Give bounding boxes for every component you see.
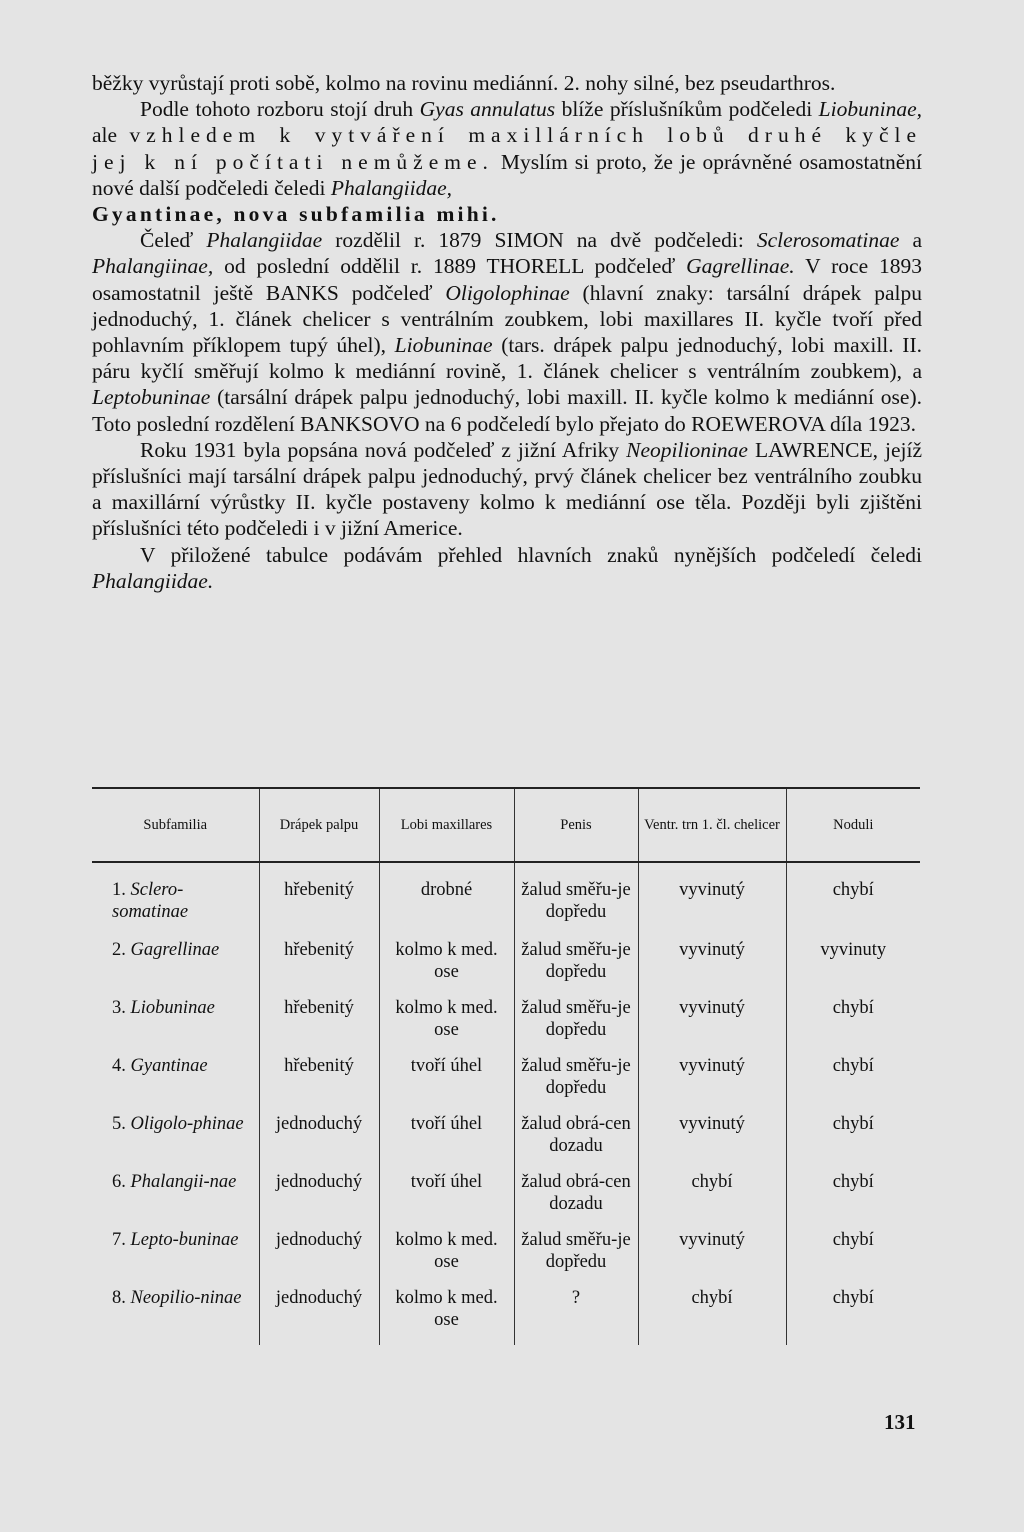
cell-penis: žalud směřu-je dopředu (514, 1055, 638, 1113)
header-noduli: Noduli (786, 788, 920, 862)
p3-text: V roce 1893 osamostatnil ještě BANKS podčeleď (92, 254, 922, 305)
p3-text: rozdělil r. 1879 SIMON na dvě podčeledi: (322, 228, 757, 253)
cell-noduli: chybí (786, 1287, 920, 1345)
cell-drapek: jednoduchý (259, 1171, 379, 1229)
header-lobi: Lobi maxillares (379, 788, 514, 862)
p2-text: ale (92, 123, 130, 148)
p3-text: (hlavní znaky: tarsální drápek palpu jednoduchý, 1. článek chelicer s ventrálním zoubkem, lobi maxillares II. kyčle tvoří před pohlavním příklopem tupý úhel), (92, 280, 922, 358)
row-number: 3. (112, 998, 126, 1018)
p5-text: V přiložené tabulce podávám přehled hlavních znaků nynějších podčeledí čeledi (140, 542, 922, 567)
p2-text: blíže příslušníkům podčeledi (555, 97, 819, 122)
cell-noduli: chybí (786, 1055, 920, 1113)
cell-ventr: vyvinutý (638, 1113, 786, 1171)
table-body (92, 862, 920, 1345)
row-number: 5. (112, 1114, 126, 1134)
row-number: 6. (112, 1172, 126, 1192)
subfamily-name: Oligolo-phinae (130, 1114, 244, 1134)
header-subfamilia: Subfamilia (92, 788, 259, 862)
taxon-name: Gagrellinae. (686, 254, 795, 279)
cell-drapek: jednoduchý (259, 1229, 379, 1287)
cell-subfamilia (92, 1171, 259, 1229)
subfamily-name: Liobuninae (130, 998, 215, 1018)
p2-text: Podle tohoto rozboru stojí druh (140, 97, 420, 122)
cell-ventr: chybí (638, 1171, 786, 1229)
cell-subfamilia (92, 1287, 259, 1345)
body-text (92, 70, 922, 594)
row-number: 1. (112, 880, 126, 900)
cell-lobi: tvoří úhel (379, 1055, 514, 1113)
cell-penis: ? (514, 1287, 638, 1345)
cell-subfamilia (92, 997, 259, 1055)
cell-noduli: chybí (786, 1171, 920, 1229)
subfamily-table (92, 787, 920, 1345)
p3-text: a (899, 228, 922, 253)
cell-ventr: vyvinutý (638, 862, 786, 939)
cell-penis: žalud směřu-je dopředu (514, 997, 638, 1055)
cell-penis: žalud obrá-cen dozadu (514, 1171, 638, 1229)
header-ventr: Ventr. trn 1. čl. chelicer (638, 788, 786, 862)
p4-text: Roku 1931 byla popsána nová podčeleď z jižní Afriky (140, 437, 627, 462)
taxon-name: Phalangiidae, (330, 175, 453, 200)
cell-drapek: hřebenitý (259, 862, 379, 939)
paragraph-2 (92, 96, 922, 201)
cell-penis: žalud směřu-je dopředu (514, 862, 638, 939)
header-drapek: Drápek palpu (259, 788, 379, 862)
cell-drapek: hřebenitý (259, 939, 379, 997)
species-name: Gyas annulatus (419, 97, 556, 122)
cell-drapek: hřebenitý (259, 1055, 379, 1113)
cell-noduli: chybí (786, 997, 920, 1055)
table-row (92, 1055, 920, 1113)
cell-penis: žalud obrá-cen dozadu (514, 1113, 638, 1171)
cell-noduli: vyvinuty (786, 939, 920, 997)
table-row (92, 1287, 920, 1345)
table-row (92, 1171, 920, 1229)
cell-noduli: chybí (786, 1229, 920, 1287)
row-number: 2. (112, 940, 126, 960)
cell-drapek: jednoduchý (259, 1113, 379, 1171)
taxon-name: Oligolophinae (445, 280, 570, 305)
cell-penis: žalud směřu-je dopředu (514, 1229, 638, 1287)
cell-ventr: chybí (638, 1287, 786, 1345)
cell-ventr: vyvinutý (638, 1055, 786, 1113)
page-number: 131 (884, 1410, 916, 1434)
cell-lobi: tvoří úhel (379, 1171, 514, 1229)
subfamily-name: Sclero-somatinae (112, 880, 189, 922)
taxon-name: Liobuninae (394, 333, 493, 358)
p2-text: Myslím si proto, že je oprávněné osamostatnění nové další podčeledi čeledi (92, 149, 922, 200)
cell-lobi: kolmo k med. ose (379, 1229, 514, 1287)
cell-subfamilia (92, 1229, 259, 1287)
row-number: 8. (112, 1288, 126, 1308)
p3-text: od poslední oddělil r. 1889 THORELL podčeleď (213, 254, 687, 279)
table-row (92, 1229, 920, 1287)
spaced-emphasis: vzhledem k vytváření maxillárních lobů druhé kyčle jej k ní počítati nemůžeme. (92, 123, 923, 174)
p3-text: (tarsální drápek palpu jednoduchý, lobi maxill. II. kyčle kolmo k mediánní ose). Toto poslední rozdělení BANKSOVO na 6 podčeledí bylo přejato do ROEWEROVA díla 1923. (92, 385, 922, 436)
table-row (92, 862, 920, 939)
cell-ventr: vyvinutý (638, 939, 786, 997)
row-number: 7. (112, 1230, 126, 1250)
cell-noduli: chybí (786, 1113, 920, 1171)
paragraph-1 (92, 70, 922, 96)
cell-lobi: tvoří úhel (379, 1113, 514, 1171)
subfamily-name: Phalangii-nae (130, 1172, 237, 1192)
table-row (92, 1113, 920, 1171)
cell-lobi: kolmo k med. ose (379, 1287, 514, 1345)
table-header-row (92, 788, 920, 862)
paragraph-4 (92, 437, 922, 542)
taxon-name: Sclerosomatinae (756, 228, 900, 253)
paragraph-3 (92, 227, 922, 437)
table-row (92, 997, 920, 1055)
cell-penis: žalud směřu-je dopředu (514, 939, 638, 997)
cell-lobi: drobné (379, 862, 514, 939)
cell-noduli: chybí (786, 862, 920, 939)
section-heading: Gyantinae, nova subfamilia mihi. (92, 202, 500, 227)
cell-subfamilia (92, 862, 259, 939)
taxon-name: Liobuninae, (818, 97, 922, 122)
taxon-name: Neopilioninae (626, 437, 748, 462)
cell-ventr: vyvinutý (638, 1229, 786, 1287)
cell-subfamilia (92, 1113, 259, 1171)
p3-text: Čeleď (140, 228, 207, 253)
header-penis: Penis (514, 788, 638, 862)
cell-drapek: jednoduchý (259, 1287, 379, 1345)
cell-drapek: hřebenitý (259, 997, 379, 1055)
cell-ventr: vyvinutý (638, 997, 786, 1055)
subfamily-name: Gyantinae (130, 1056, 208, 1076)
taxon-name: Phalangiinae, (92, 254, 214, 279)
taxon-name: Phalangiidae. (92, 568, 214, 593)
p4-text: LAWRENCE, jejíž příslušníci mají tarsální drápek palpu jednoduchý, prvý článek chelicer bez ventrálního zoubku a maxillární výrůstky II. kyčle postaveny kolmo k mediánní ose těla. Později byli zjištěni příslušníci této podčeledi i v jižní Americe. (92, 437, 922, 541)
row-number: 4. (112, 1056, 126, 1076)
subfamily-name: Gagrellinae (130, 940, 220, 960)
table-row (92, 939, 920, 997)
taxon-name: Phalangiidae (206, 228, 323, 253)
p3-text: (tars. drápek palpu jednoduchý, lobi maxill. II. páru kyčlí směřují kolmo k mediánní rovině, 1. článek chelicer s ventrálním zoubkem), a (92, 333, 922, 384)
cell-lobi: kolmo k med. ose (379, 997, 514, 1055)
subfamily-name: Lepto-buninae (130, 1230, 239, 1250)
cell-lobi: kolmo k med. ose (379, 939, 514, 997)
subfamily-name: Neopilio-ninae (130, 1288, 242, 1308)
cell-subfamilia (92, 1055, 259, 1113)
cell-subfamilia (92, 939, 259, 997)
paragraph-1-text: běžky vyrůstají proti sobě, kolmo na rovinu mediánní. 2. nohy silné, bez pseudarthros. (92, 71, 836, 95)
paragraph-5 (92, 542, 922, 594)
taxon-name: Leptobuninae (92, 385, 211, 410)
